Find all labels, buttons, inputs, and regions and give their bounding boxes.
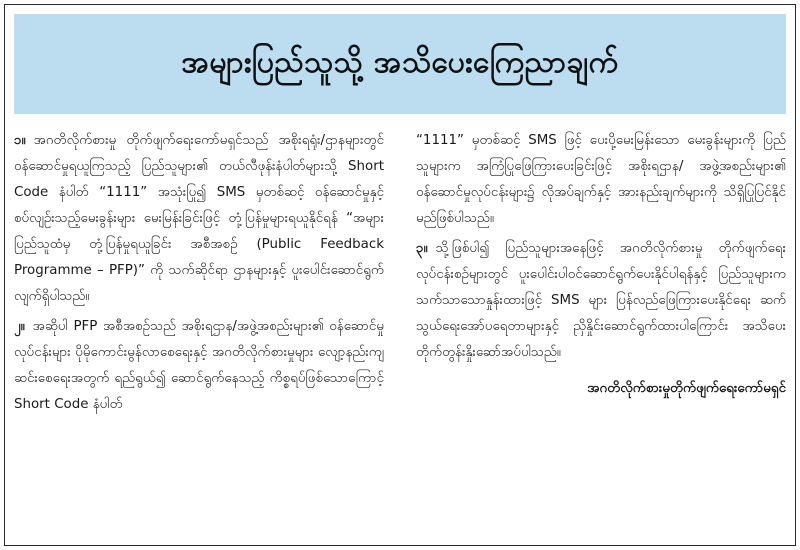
paragraph-1 <box>14 128 384 310</box>
paragraph-number: ၃။ <box>416 241 428 256</box>
issuer-signature: အဂတိလိုက်စားမှုတိုက်ဖျက်ရေးကော်မရှင် <box>587 381 786 396</box>
title-banner <box>14 14 786 114</box>
paragraph-text: “1111” မှတစ်ဆင့် SMS ဖြင့် ပေးပို့မေးမြန်းသော မေးခွန်းများကို ပြည်သူများက အကြံပြုဖြေကြားပေးခြင်းဖြင့် အစိုးရဌာန/ အဖွဲ့အစည်းများ၏ ဝန်ဆောင်မှုလုပ်ငန်းများ၌ လိုအပ်ချက်နှင့် အားနည်းချက်များကို သိရှိပြုပြင်နိုင်မည်ဖြစ်ပါသည်။ <box>416 133 786 226</box>
paragraph-3 <box>416 236 786 366</box>
notice-title: အများပြည်သူသို့ အသိပေးကြေညာချက် <box>181 44 619 80</box>
paragraph-text: အဆိုပါ PFP အစီအစဉ်သည် အစိုးရဌာန/အဖွဲ့အစည်းများ၏ ဝန်ဆောင်မှုလုပ်ငန်းများ ပိုမိုကောင်းမွန်လာစေရေးနှင့် အဂတိလိုက်စားမှုများ လျော့နည်းကျဆင်းစေရေးအတွက် ရည်ရွယ်၍ ဆောင်ရွက်နေသည့် ကိစ္စရပ်ဖြစ်သောကြောင့် Short Code နံပါတ် <box>14 319 384 412</box>
paragraph-2 <box>14 314 384 418</box>
right-column <box>416 128 786 402</box>
left-column <box>14 128 384 422</box>
paragraph-text: အဂတိလိုက်စားမှု တိုက်ဖျက်ရေးကော်မရှင်သည် အစိုးရရုံး/ဌာနများတွင် ဝန်ဆောင်မှုရယူကြသည့် ပြည်သူများ၏ တယ်လီဖုန်းနံပါတ်များသို့ Short Code နံပါတ် “1111” အသုံးပြု၍ SMS မှတစ်ဆင့် ဝန်ဆောင်မှုနှင့်စပ်လျဉ်းသည့်မေးခွန်းများ မေးမြန်းခြင်းဖြင့် တုံ့ပြန်မှုများရယူနိုင်ရန် “အများပြည်သူထံမှ တုံ့ပြန်မှုရယူခြင်း အစီအစဉ် (Public Feedback Programme – PFP)” ကို သက်ဆိုင်ရာ ဌာနများနှင့် ပူးပေါင်းဆောင်ရွက်လျက်ရှိပါသည်။ <box>14 133 384 304</box>
paragraph-text: သို့ဖြစ်ပါ၍ ပြည်သူများအနေဖြင့် အဂတိလိုက်စားမှု တိုက်ဖျက်ရေးလုပ်ငန်းစဉ်များတွင် ပူးပေါင်းပါဝင်ဆောင်ရွက်ပေးနိုင်ပါရန်နှင့် ပြည်သူများက သက်သာသောနှုန်းထားဖြင့် SMS များ ပြန်လည်ဖြေကြားပေးနိုင်ရေး ဆက်သွယ်ရေးအော်ပရေတာများနှင့် ညှိနှိုင်းဆောင်ရွက်ထားပါကြောင်း အသိပေးတိုက်တွန်းနှိုးဆော်အပ်ပါသည်။ <box>416 241 786 360</box>
paragraph-2-continued <box>416 128 786 232</box>
paragraph-number: ၂။ <box>14 319 25 334</box>
paragraph-number: ၁။ <box>14 133 26 148</box>
